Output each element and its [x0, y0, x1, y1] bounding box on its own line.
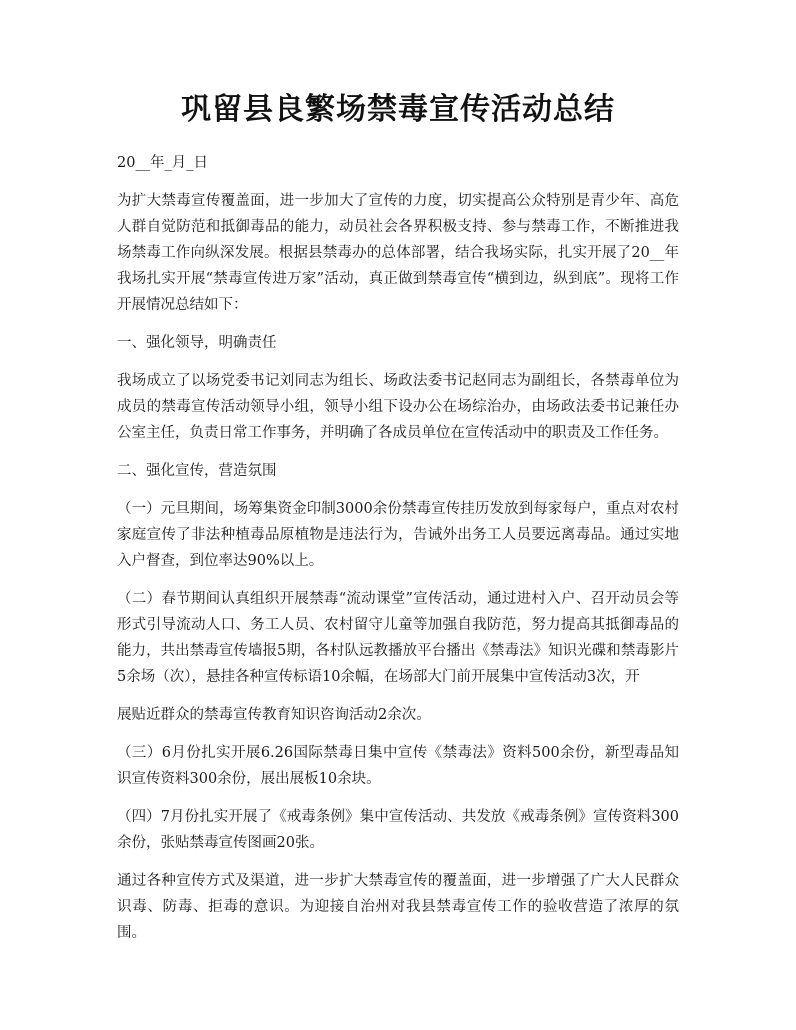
section-1-paragraph: 我场成立了以场党委书记刘同志为组长、场政法委书记赵同志为副组长，各禁毒单位为成员的禁毒宣传活动领导小组，领导小组下设办公在场综治办，由场政法委书记兼任办公室主任，负责日常工作事务，并明确了各成员单位在宣传活动中的职责及工作任务。: [117, 373, 679, 441]
section-heading-2: 二、强化宣传，营造氛围: [117, 463, 277, 479]
section-heading-1: 一、强化领导，明确责任: [117, 335, 277, 351]
document-title: 巩留县良繁场禁毒宣传活动总结: [181, 92, 615, 127]
item-3-paragraph: （三）6月份扎实开展6.26国际禁毒日集中宣传《禁毒法》资料500余份，新型毒品知识宣传资料300余份，展出展板10余块。: [117, 745, 679, 787]
item-2-paragraph: （二）春节期间认真组织开展禁毒“流动课堂”宣传活动，通过进村入户、召开动员会等形式引导流动人口、务工人员、农村留守儿童等加强自我防范，努力提高其抵御毒品的能力，共出禁毒宣传墙报5期，各村队远教播放平台播出《禁毒法》知识光碟和禁毒影片5余场（次），悬挂各种宣传标语10余幅，在场部大门前开展集中宣传活动3次，开: [117, 591, 679, 685]
item-4-paragraph: （四）7月份扎实开展了《戒毒条例》集中宣传活动、共发放《戒毒条例》宣传资料300余份，张贴禁毒宣传图画20张。: [117, 809, 679, 851]
date-line: 20__年_月_日: [117, 155, 208, 171]
item-2-continuation: 展贴近群众的禁毒宣传教育知识咨询活动2余次。: [117, 707, 431, 723]
item-1-paragraph: （一）元旦期间，场筹集资金印制3000余份禁毒宣传挂历发放到每家每户，重点对农村家庭宣传了非法种植毒品原植物是违法行为，告诫外出务工人员要远离毒品。通过实地入户督查，到位率达90%以上。: [117, 501, 679, 569]
intro-paragraph: 为扩大禁毒宣传覆盖面，进一步加大了宣传的力度，切实提高公众特别是青少年、高危人群自觉防范和抵御毒品的能力，动员社会各界积极支持、参与禁毒工作，不断推进我场禁毒工作向纵深发展。根据县禁毒办的总体部署，结合我场实际，扎实开展了20__年我场扎实开展“禁毒宣传进万家”活动，真正做到禁毒宣传“横到边，纵到底”。现将工作开展情况总结如下：: [117, 193, 679, 313]
summary-paragraph: 通过各种宣传方式及渠道，进一步扩大禁毒宣传的覆盖面，进一步增强了广大人民群众识毒、防毒、拒毒的意识。为迎接自治州对我县禁毒宣传工作的验收营造了浓厚的氛围。: [117, 873, 679, 941]
